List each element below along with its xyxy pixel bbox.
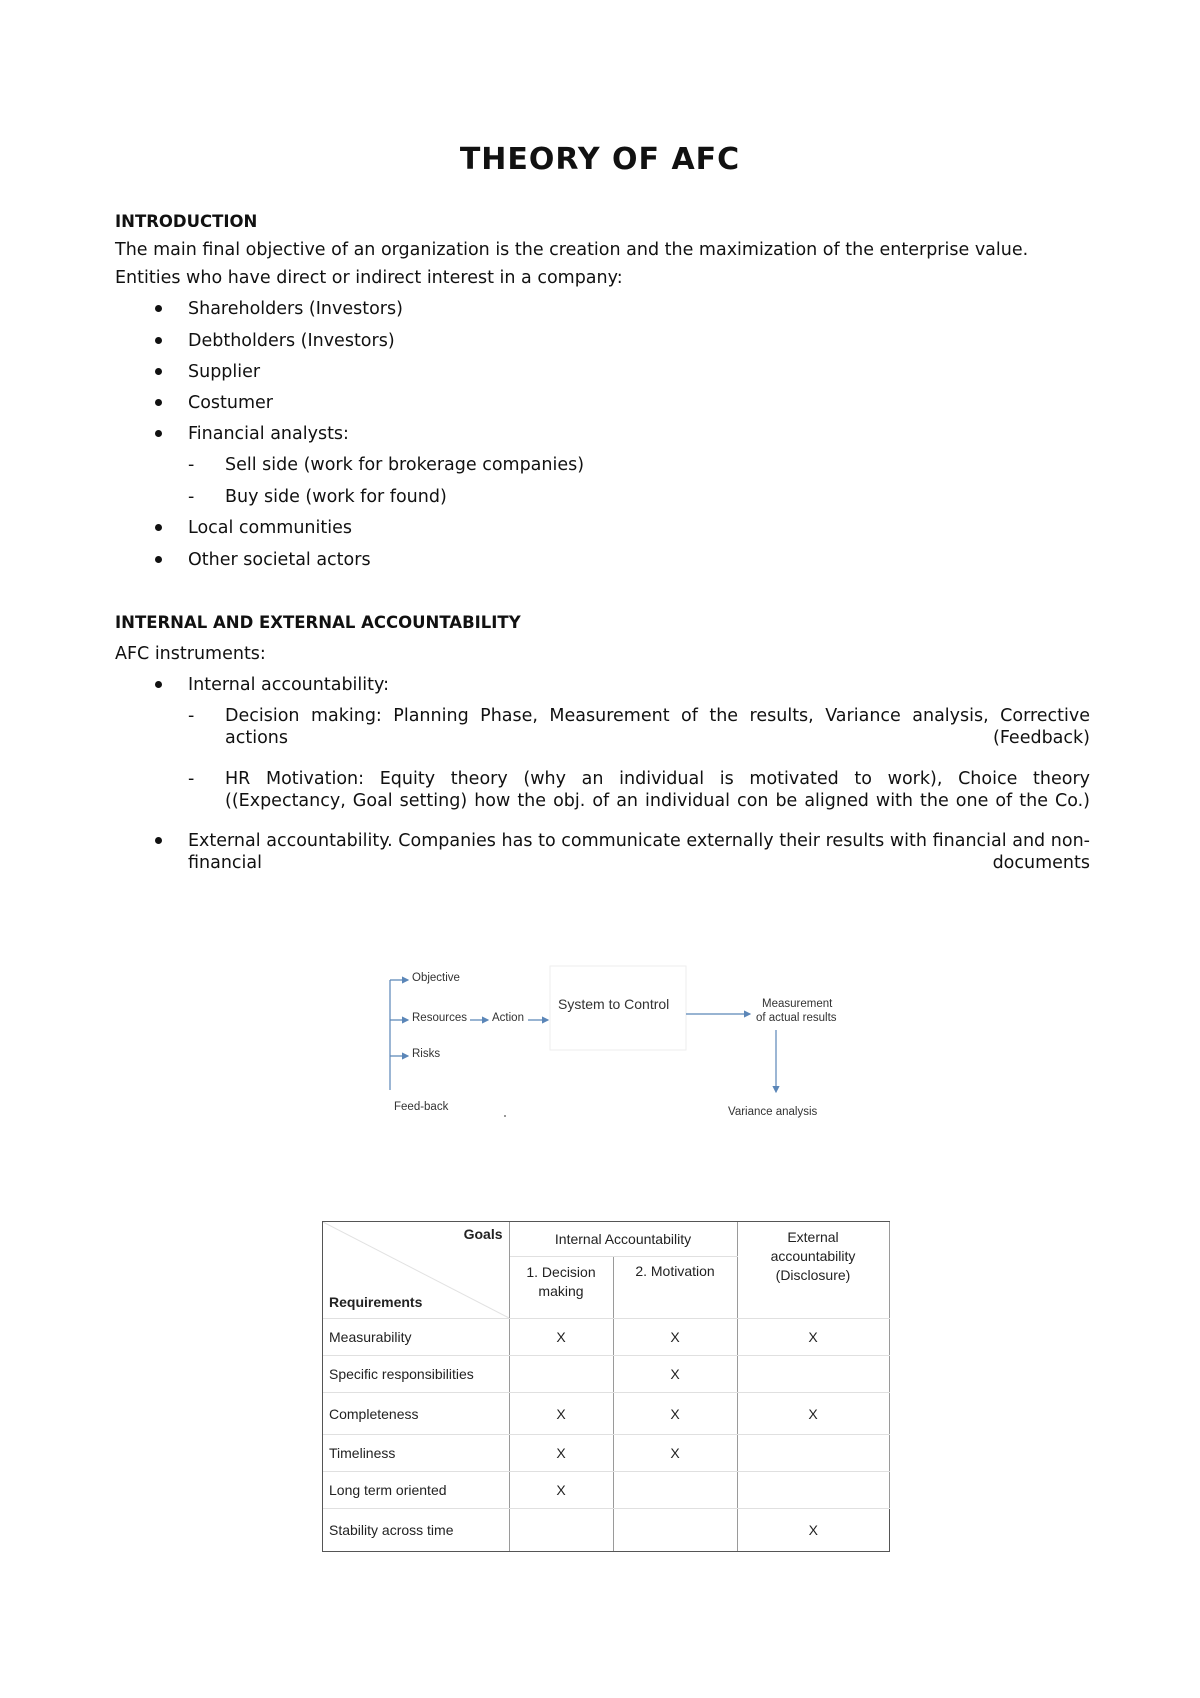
row-label: Completeness	[323, 1393, 509, 1435]
page-title: THEORY OF AFC	[459, 142, 741, 177]
table-row	[323, 1356, 889, 1393]
row-label: Timeliness	[323, 1435, 509, 1472]
sub-list-item: HR Motivation: Equity theory (why an individual is motivated to work), Choice theory ((Expectancy, Goal setting) how the obj. of an individual con be aligned with the one of the Co.)	[225, 769, 1090, 811]
list-item: Supplier	[188, 362, 261, 382]
list-item: External accountability. Companies has to communicate externally their results with financial and non-financial documents	[188, 831, 1090, 873]
sub-list-item: Sell side (work for brokerage companies)	[225, 455, 585, 475]
bullet-icon	[155, 837, 162, 844]
cell-decision	[509, 1356, 613, 1393]
cell-motivation	[613, 1509, 737, 1551]
cell-external: X	[737, 1393, 889, 1435]
row-label: Specific responsibilities	[323, 1356, 509, 1393]
cell-motivation: X	[613, 1356, 737, 1393]
internal-accountability-header: Internal Accountability	[509, 1222, 737, 1256]
cell-motivation: X	[613, 1319, 737, 1356]
motivation-header: 2. Motivation	[613, 1256, 737, 1318]
diagram-label-objective: Objective	[412, 972, 460, 984]
bullet-icon	[155, 305, 162, 312]
dash-marker: -	[188, 455, 195, 475]
bullet-icon	[155, 681, 162, 688]
diagram-label-feedback: Feed-back	[394, 1101, 449, 1113]
cell-decision: X	[509, 1472, 613, 1509]
intro-paragraph: The main final objective of an organization is the creation and the maximization of the enterprise value.	[115, 240, 1029, 260]
row-label: Measurability	[323, 1319, 509, 1356]
diagram-label-risks: Risks	[412, 1048, 441, 1060]
diagram-label-system: System to Control	[558, 996, 670, 1012]
bullet-icon	[155, 399, 162, 406]
diagram-label-resources: Resources	[412, 1012, 467, 1024]
table-row	[323, 1509, 889, 1551]
cell-decision: X	[509, 1393, 613, 1435]
list-item: Financial analysts:	[188, 424, 349, 444]
section-heading-accountability: INTERNAL AND EXTERNAL ACCOUNTABILITY	[115, 613, 521, 632]
dash-marker: -	[188, 706, 195, 726]
bullet-icon	[155, 337, 162, 344]
bullet-icon	[155, 430, 162, 437]
sub-list-item: Decision making: Planning Phase, Measurement of the results, Variance analysis, Corrective actions (Feedback)	[225, 706, 1090, 748]
diagram-label-measurement: Measurement	[762, 998, 833, 1010]
list-item: Costumer	[188, 393, 274, 413]
list-item: Other societal actors	[188, 550, 371, 570]
bullet-icon	[155, 524, 162, 531]
cell-external	[737, 1472, 889, 1509]
cell-motivation: X	[613, 1435, 737, 1472]
row-label: Stability across time	[323, 1509, 509, 1551]
requirements-table	[323, 1222, 890, 1551]
external-accountability-header: External accountability (Disclosure)	[737, 1222, 889, 1319]
goals-label: Goals	[463, 1226, 503, 1242]
cell-external: X	[737, 1319, 889, 1356]
requirements-label: Requirements	[329, 1294, 423, 1310]
intro-entities-line: Entities who have direct or indirect interest in a company:	[115, 268, 623, 288]
table-row	[323, 1393, 889, 1435]
list-item: Debtholders (Investors)	[188, 331, 395, 351]
cell-external	[737, 1435, 889, 1472]
afc-process-diagram	[380, 960, 860, 1130]
decision-making-header: 1. Decision making	[509, 1256, 613, 1318]
header-corner-cell	[323, 1222, 509, 1319]
table-row	[323, 1435, 889, 1472]
bullet-icon	[155, 556, 162, 563]
table-row	[323, 1472, 889, 1509]
cell-decision: X	[509, 1319, 613, 1356]
cell-decision: X	[509, 1435, 613, 1472]
sub-list-item: Buy side (work for found)	[225, 487, 447, 507]
cell-decision	[509, 1509, 613, 1551]
afc-instruments-line: AFC instruments:	[115, 644, 266, 664]
list-item: Internal accountability:	[188, 675, 389, 695]
section-heading-introduction: INTRODUCTION	[115, 212, 258, 231]
diagram-lines	[380, 960, 860, 1130]
cell-external	[737, 1356, 889, 1393]
diagram-label-measurement-2: of actual results	[756, 1012, 837, 1024]
dash-marker: -	[188, 487, 195, 507]
table-row	[323, 1319, 889, 1356]
list-item: Shareholders (Investors)	[188, 299, 403, 319]
diagram-label-action: Action	[492, 1012, 524, 1024]
row-label: Long term oriented	[323, 1472, 509, 1509]
cell-motivation	[613, 1472, 737, 1509]
diagram-label-variance: Variance analysis	[728, 1106, 818, 1118]
list-item: Local communities	[188, 518, 352, 538]
bullet-icon	[155, 368, 162, 375]
cell-external: X	[808, 1521, 818, 1538]
cell-motivation: X	[613, 1393, 737, 1435]
dash-marker: -	[188, 769, 195, 789]
